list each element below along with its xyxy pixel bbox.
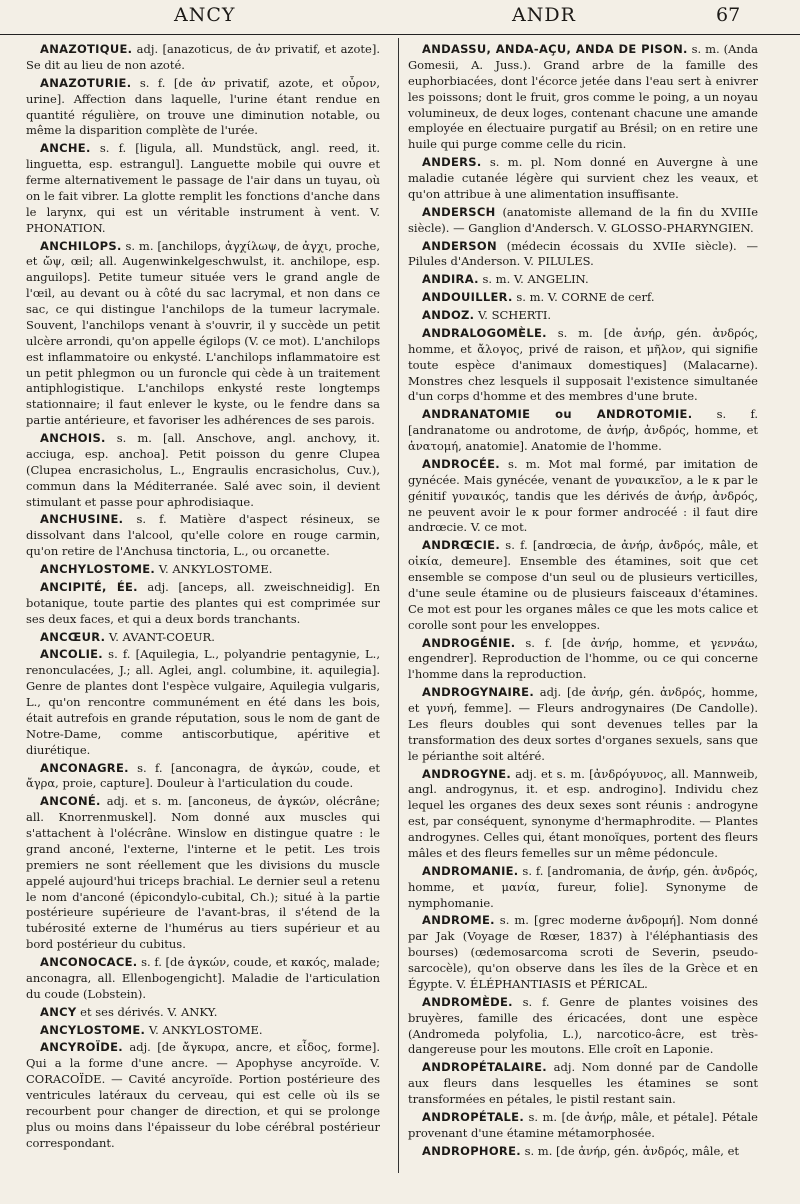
entry-headword: ANAZOTURIE. [40, 75, 132, 90]
entry-definition: adj. Nom donné par de Candolle aux fleurs dans lesquelles les étamines se sont transformées en pétales, le pistil restant sain. [408, 1060, 758, 1106]
dictionary-entry [408, 308, 758, 324]
dictionary-entry [26, 580, 380, 628]
dictionary-entry [408, 205, 758, 237]
entry-headword: ANCHOIS. [40, 431, 106, 445]
column-divider [398, 38, 399, 1173]
entry-headword: ANCY [40, 1004, 77, 1019]
entry-headword: ANDOZ. [422, 308, 475, 322]
dictionary-entry [408, 290, 758, 306]
entry-definition: adj. [anceps, all. zweischneidig]. En botanique, toute partie des plantes qui est comprimée sur ses deux faces, et qui a deux bords tranchants. [26, 579, 380, 626]
dictionary-entry [408, 1110, 758, 1142]
page-header [0, 0, 800, 35]
entry-headword: ANCŒUR. [40, 629, 106, 644]
entry-headword: ANDROPÉTALE. [422, 1109, 524, 1124]
entry-definition: s. m. [de ἀνήρ, gén. ἀνδρός, homme, et ἄλογος, privé de raison, et μῆλον, qui signifie toute espèce d'animaux domestiques] (Malacarne). Monstres chez lesquels il supposait l'existence simultanée d'un corps d'homme et des membres d'une brute. [408, 325, 758, 404]
entry-definition: adj. et s. m. [anconeus, de ἀγκών, olécrâne; all. Knorrenmuskel]. Nom donné aux muscles qui s'attachent à l'olécrâne. Winslow en distingue quatre : le grand anconé, l'externe, l'interne et le petit. Les trois premiers ne sont réellement que les divisions du muscle appelé aujourd'hui triceps brachial. Le dernier seul a retenu le nom d'anconé (épicondylo-cubital, Ch.); situé à la partie postérieure supérieure de l'avant-bras, il s'étend de la tubérosité externe de l'humérus au tiers supérieur et au bord postérieur du cubitus. [26, 794, 380, 952]
dictionary-entry [408, 326, 758, 405]
entry-definition: s. m. V. CORNE de cerf. [512, 290, 655, 305]
entry-definition: s. m. Mot mal formé, par imitation de gynécée. Mais gynécée, venant de γυναικεῖον, a le κ par le génitif γυναικός, tandis que les dérivés de ἀνήρ, ἀνδρός, ne peuvent avoir le κ pour former androcéé : il faut dire andrœcie. V. ce mot. [408, 456, 758, 535]
dictionary-entry [408, 407, 758, 455]
entry-headword: ANDROPHORE. [422, 1143, 521, 1158]
dictionary-entry [26, 630, 380, 646]
entry-headword: ANCONOCACE. [40, 955, 138, 969]
entry-definition: s. m. [all. Anschove, angl. anchovy, it. acciuga, esp. anchoa]. Petit poisson du genre Clupea (Clupea encrasicholus, L., Engraulis encrasicholus, Cuv.), commun dans la Méditerranée. Salé avec soin, il devient stimulant et passe pour aphrodisiaque. [26, 431, 380, 509]
dictionary-entry [408, 155, 758, 203]
dictionary-entry [408, 995, 758, 1059]
right-column [408, 42, 758, 1162]
entry-headword: ANDROCÉE. [422, 456, 500, 471]
entry-headword: ANDROGYNE. [422, 766, 512, 781]
dictionary-entry [26, 512, 380, 560]
entry-definition: s. m. pl. Nom donné en Auvergne à une maladie cutanée légère qui survient chez les veaux, et qu'on attribue à une alimentation insuffisante. [408, 155, 758, 201]
dictionary-entry [408, 864, 758, 912]
entry-definition: s. f. [de ἀν privatif, azote, et οὖρον, urine]. Affection dans laquelle, l'urine étant rendue en quantité régulière, on trouve une diminution notable, ou même la disparition complète de l'urée. [26, 75, 380, 138]
running-head-right: ANDR [512, 4, 576, 26]
running-head-left: ANCY [174, 4, 236, 26]
dictionary-entry [26, 761, 380, 793]
entry-headword: ANDERSON [422, 238, 497, 253]
entry-definition: s. f. [ligula, all. Mundstück, angl. reed, it. linguetta, esp. estrangul]. Languette mobile qui ouvre et ferme alternativement le passage de l'air dans un tuyau, où on le fait vibrer. La glotte remplit les fonctions d'anche dans le larynx, qui est un véritable instrument à vent. V. PHONATION. [26, 141, 380, 235]
entry-headword: ANDERS. [422, 155, 482, 170]
entry-headword: ANAZOTIQUE. [40, 42, 133, 56]
entry-definition: s. f. [de ἀνήρ, homme, et γεννάω, engendrer]. Reproduction de l'homme, ou ce qui concerne l'homme dans la reproduction. [408, 635, 758, 682]
dictionary-entry [408, 239, 758, 271]
entry-definition: (médecin écossais du XVIIe siècle). — Pilules d'Anderson. V. PILULES. [408, 238, 758, 269]
dictionary-entry [26, 647, 380, 758]
entry-headword: ANCHILOPS. [40, 238, 122, 253]
entry-definition: s. f. [Aquilegia, L., polyandrie pentagynie, L., renonculacées, J.; all. Aglei, angl. columbine, it. aquilegia]. Genre de plantes dont l'espèce vulgaire, Aquilegia vulgaris, L., qu'on rencontre communément en été dans les bois, était autrefois en grande réputation, sous le nom de gant de Notre-Dame, comme antiscorbutique, apéritive et diurétique. [26, 647, 380, 757]
entry-definition: s. m. V. ANGELIN. [478, 272, 589, 287]
entry-headword: ANDRŒCIE. [422, 538, 500, 553]
entry-definition: V. ANKYLOSTOME. [155, 562, 273, 576]
entry-headword: ANCHE. [40, 141, 91, 156]
entry-definition: adj. [anazoticus, de ἀν privatif, et azote]. Se dit au lieu de non azoté. [26, 42, 380, 72]
dictionary-entry [26, 1005, 380, 1021]
entry-headword: ANCHYLOSTOME. [40, 562, 156, 576]
entry-definition: s. f. Genre de plantes voisines des bruyères, famille des éricacées, dont une espèce (Andromeda polyfolia, L.), narcotico-âcre, est très-dangereuse pour les moutons. Elle croît en Laponie. [408, 994, 758, 1057]
entry-headword: ANDROGÉNIE. [422, 635, 516, 650]
dictionary-entry [408, 913, 758, 992]
entry-headword: ANDASSU, ANDA-AÇU, ANDA DE PISON. [422, 42, 688, 56]
dictionary-entry [408, 457, 758, 536]
entry-headword: ANCONAGRE. [40, 760, 129, 775]
dictionary-entry [408, 538, 758, 633]
entry-definition: s. m. (Anda Gomesii, A. Juss.). Grand arbre de la famille des euphorbiacées, dont l'écorce jetée dans l'eau sert à enivrer les poissons; dont le fruit, gros comme le poing, a un noyau volumineux, de deux loges, contenant chacune une amande employée en électuaire purgatif au Brésil; on en retire une huile qui purge comme celle du ricin. [408, 42, 759, 152]
entry-headword: ANCOLIE. [40, 647, 103, 662]
dictionary-entry [26, 42, 380, 74]
entry-definition: (anatomiste allemand de la fin du XVIIIe siècle). — Ganglion d'Andersch. V. GLOSSO-PHARYNGIEN. [408, 204, 758, 235]
dictionary-entry [26, 141, 380, 236]
entry-headword: ANCIPITÉ, ÉE. [40, 579, 138, 594]
entry-definition: s. f. [andromania, de ἀνήρ, gén. ἀνδρός, homme, et μανία, fureur, folie]. Synonyme de nymphomanie. [408, 863, 758, 910]
entry-definition: s. m. [de ἀνήρ, gén. ἀνδρός, mâle, et [520, 1143, 740, 1158]
dictionary-entry [408, 1060, 758, 1108]
entry-definition: s. m. [anchilops, ἀγχίλωψ, de ἀγχι, proche, et ὤψ, œil; all. Augenwinkelgeschwulst, it. anchilope, esp. anguilops]. Petite tumeur située vers le grand angle de l'œil, au devant ou à côté du sac lacrymal, et non dans ce sac, ce qui distingue l'anchilops de la tumeur lacrymale. Souvent, l'anchilops venant à s'ouvrir, il y succède un petit ulcère arrondi, qu'on appelle égilops (V. ce mot). L'anchilops est inflammatoire ou enkysté. L'anchilops inflammatoire est un petit phlegmon ou un furoncle qui cède à un traitement antiphlogistique. L'anchilops enkysté reste longtemps stationnaire; il faut enlever le kyste, ou le fendre dans sa partie antérieure, et favoriser les adhérences de ses parois. [26, 238, 380, 428]
entry-headword: ANDERSCH [422, 204, 496, 219]
dictionary-entry [408, 1144, 758, 1160]
dictionary-entry [26, 562, 380, 578]
dictionary-entry [408, 767, 758, 862]
entry-headword: ANDRANATOMIE ou ANDROTOMIE. [422, 407, 693, 422]
entry-headword: ANDROPÉTALAIRE. [422, 1060, 547, 1075]
entry-definition: adj. [de ἄγκυρα, ancre, et εἶδος, forme]. Qui a la forme d'une ancre. — Apophyse ancyroïde. V. CORACOÏDE. — Cavité ancyroïde. Portion postérieure des ventricules latéraux du cerveau, qui est celle où ils se recourbent pour changer de direction, et qui se prolonge plus ou moins dans l'épaisseur du lobe cérébral postérieur correspondant. [26, 1040, 380, 1150]
dictionary-entry [408, 272, 758, 288]
entry-definition: s. f. [andranatome ou androtome, de ἀνήρ, ἀνδρός, homme, et ἀνατομή, anatomie]. Anatomie de l'homme. [408, 407, 758, 453]
dictionary-entry [26, 1023, 380, 1039]
dictionary-entry [26, 431, 380, 510]
entry-definition: V. SCHERTI. [474, 308, 552, 322]
entry-headword: ANCYROÏDE. [40, 1040, 123, 1055]
entry-definition: et ses dérivés. V. ANKY. [76, 1004, 218, 1019]
entry-definition: adj. et s. m. [ἀνδρόγυνος, all. Mannweib, angl. androgynus, it. et esp. androgino]. Individu chez lequel les organes des deux sexes sont réunis : androgyne est, par conséquent, synonyme d'hermaphrodite. — Plantes androgynes. Celles qui, étant monoïques, portent des fleurs mâles et des fleurs femelles sur un même pédoncule. [408, 766, 758, 860]
entry-definition: V. ANKYLOSTOME. [145, 1022, 263, 1037]
entry-definition: s. f. [de ἀγκών, coude, et κακός, malade; anconagra, all. Ellenbogengicht]. Maladie de l'articulation du coude (Lobstein). [26, 955, 380, 1001]
entry-headword: ANDROME. [422, 913, 495, 928]
entry-definition: s. f. [anconagra, de ἀγκών, coude, et ἄγρα, proie, capture]. Douleur à l'articulation du coude. [26, 760, 380, 791]
dictionary-entry [408, 636, 758, 684]
dictionary-entry [26, 955, 380, 1003]
dictionary-entry [26, 1040, 380, 1151]
entry-headword: ANCYLOSTOME. [40, 1022, 146, 1037]
dictionary-entry [26, 76, 380, 140]
dictionary-entry [408, 42, 758, 153]
entry-headword: ANCHUSINE. [40, 512, 124, 527]
dictionary-entry [26, 239, 380, 430]
entry-headword: ANCONÉ. [40, 794, 101, 809]
dictionary-entry [26, 794, 380, 953]
entry-definition: s. m. [de ἀνήρ, mâle, et pétale]. Pétale provenant d'une étamine métamorphosée. [408, 1109, 758, 1140]
entry-definition: s. f. [andrœcia, de ἀνήρ, ἀνδρός, mâle, et οἰκία, demeure]. Ensemble des étamines, soit que cet ensemble se compose d'un seul ou de plusieurs verticilles, d'une seule étamine ou de plusieurs faisceaux d'étamines. Ce mot est pour les organes mâles ce que les mots calice et corolle sont pour les enveloppes. [408, 538, 758, 632]
entry-definition: s. f. Matière d'aspect résineux, se dissolvant dans l'alcool, qu'elle colore en rouge carmin, qu'on retire de l'Anchusa tinctoria, L., ou orcanette. [26, 512, 380, 559]
entry-headword: ANDOUILLER. [422, 290, 513, 305]
left-column [26, 42, 380, 1154]
dictionary-entry [408, 685, 758, 764]
entry-headword: ANDROGYNAIRE. [422, 685, 534, 700]
entry-headword: ANDIRA. [422, 272, 479, 287]
entry-headword: ANDROMANIE. [422, 863, 519, 878]
page-number: 67 [716, 4, 741, 26]
entry-headword: ANDROMÈDE. [422, 994, 513, 1009]
entry-definition: V. AVANT-COEUR. [105, 629, 215, 644]
entry-headword: ANDRALOGOMÈLE. [422, 325, 547, 340]
entry-definition: adj. [de ἀνήρ, gén. ἀνδρός, homme, et γυνή, femme]. — Fleurs androgynaires (De Candolle). Les fleurs doubles qui sont devenues telles par la transformation des deux sortes d'organes sexuels, sans que le périanthe soit altéré. [408, 685, 758, 763]
entry-definition: s. m. [grec moderne ἀνδρομή]. Nom donné par Jak (Voyage de Rœser, 1837) à l'éléphantiasis des bourses) (œdemosarcoma scroti de Severin, pseudo-sarcocèle), qu'on observe dans les îles de la Grèce et en Égypte. V. ÉLÉPHANTIASIS et PÉRICAL. [408, 913, 758, 991]
